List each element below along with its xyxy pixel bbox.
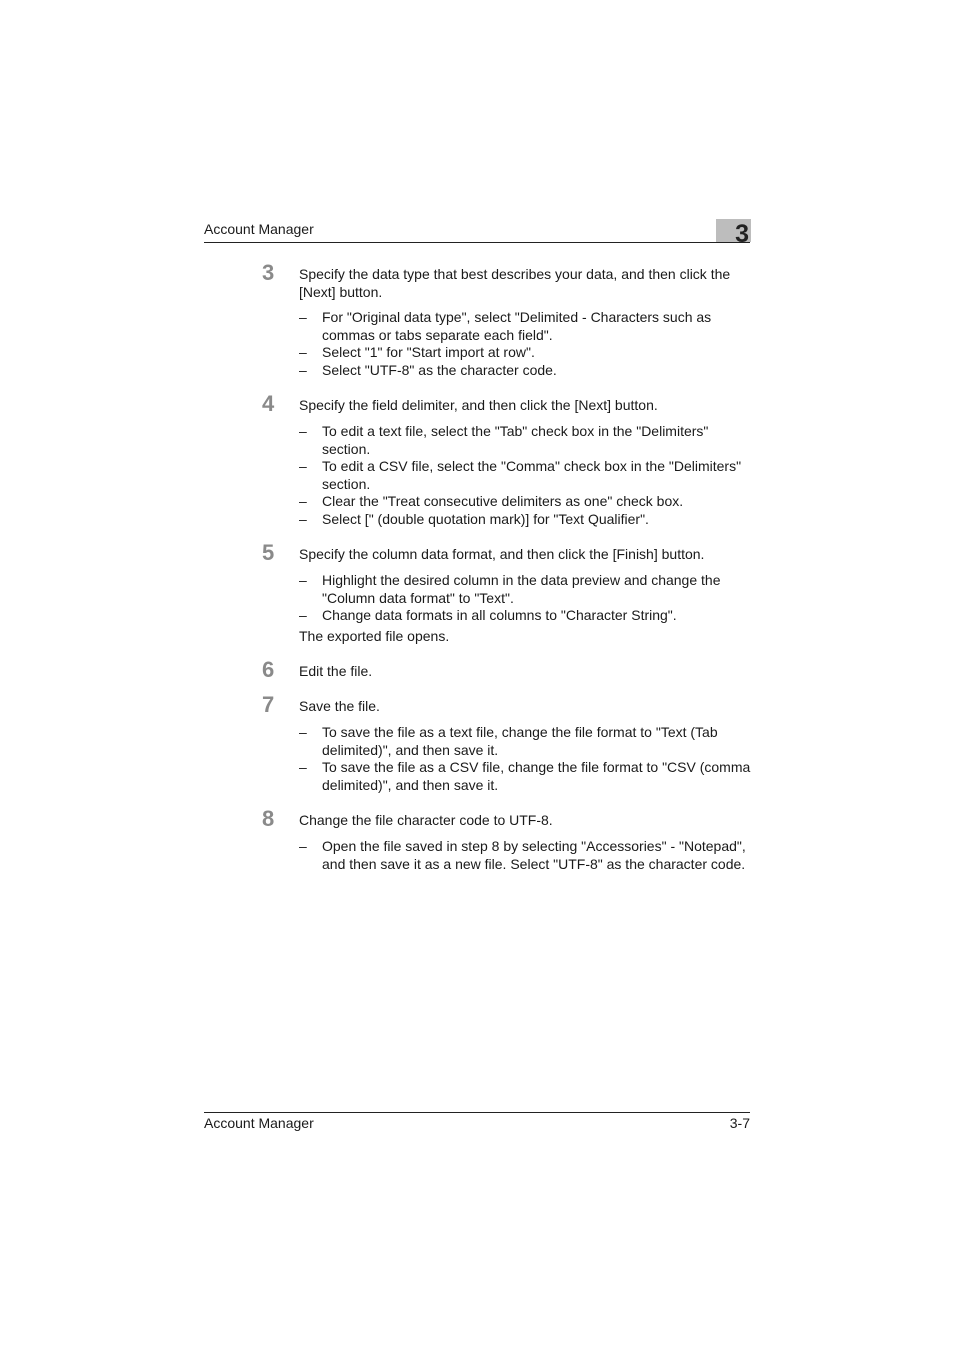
step-bullet-list [299, 309, 751, 379]
bullet-item [299, 724, 751, 759]
step-instruction: Specify the data type that best describes your data, and then click the [Next] button. [299, 266, 731, 300]
bullet-text: To edit a CSV file, select the "Comma" check box in the "Delimiters" section. [322, 458, 742, 492]
bullet-text: Open the file saved in step 8 by selecting "Accessories" - "Notepad", and then save it as a new file. Select "UTF-8" as the character code. [322, 838, 746, 872]
bullet-item [299, 607, 751, 625]
header-rule [204, 242, 750, 243]
bullet-text: Select "1" for "Start import at row". [322, 344, 535, 361]
bullet-item [299, 423, 751, 458]
dash-marker: – [299, 344, 307, 361]
chapter-number-tab: 3 [716, 219, 751, 242]
dash-marker: – [299, 423, 307, 439]
bullet-item [299, 344, 751, 362]
step-instruction: Edit the file. [299, 663, 373, 679]
step-bullet-list [299, 838, 751, 873]
step-result-note: The exported file opens. [299, 628, 450, 644]
bullet-item [299, 838, 751, 873]
step-number: 3 [262, 260, 275, 285]
step-instruction: Change the file character code to UTF-8. [299, 812, 553, 828]
step-number: 7 [262, 692, 275, 717]
bullet-text: Select "UTF-8" as the character code. [322, 361, 557, 378]
step-instruction: Specify the column data format, and then click the [Finish] button. [299, 546, 705, 562]
step-bullet-list [299, 423, 751, 529]
bullet-text: To edit a text file, select the "Tab" check box in the "Delimiters" section. [322, 423, 709, 457]
bullet-text: To save the file as a CSV file, change the file format to "CSV (comma delimited)", and then save it. [322, 759, 751, 793]
dash-marker: – [299, 759, 307, 776]
bullet-text: Highlight the desired column in the data preview and change the "Column data format" to "Text". [322, 572, 721, 606]
dash-marker: – [299, 309, 307, 325]
bullet-item [299, 309, 751, 344]
bullet-text: To save the file as a text file, change the file format to "Text (Tab delimited)", and then save it. [322, 724, 718, 758]
dash-marker: – [299, 510, 307, 527]
dash-marker: – [299, 607, 307, 624]
step-number: 5 [262, 540, 275, 565]
bullet-item [299, 493, 751, 511]
step-instruction: Save the file. [299, 698, 380, 714]
dash-marker: – [299, 838, 307, 854]
bullet-text: Clear the "Treat consecutive delimiters as one" check box. [322, 493, 684, 510]
step-number: 6 [262, 657, 275, 682]
bullet-item [299, 362, 751, 380]
dash-marker: – [299, 572, 307, 588]
dash-marker: – [299, 724, 307, 740]
dash-marker: – [299, 458, 307, 475]
bullet-item [299, 458, 751, 493]
step-bullet-list [299, 724, 751, 794]
step-instruction: Specify the field delimiter, and then click the [Next] button. [299, 397, 658, 413]
bullet-item [299, 511, 751, 529]
bullet-item [299, 572, 751, 607]
dash-marker: – [299, 361, 307, 378]
dash-marker: – [299, 493, 307, 510]
step-number: 4 [262, 391, 275, 416]
step-bullet-list [299, 572, 751, 625]
bullet-text: For "Original data type", select "Delimited - Characters such as commas or tabs separate each field". [322, 309, 712, 343]
running-header-title: Account Manager [204, 221, 314, 237]
bullet-item [299, 759, 751, 794]
bullet-text: Change data formats in all columns to "Character String". [322, 607, 677, 624]
running-footer-title: Account Manager [204, 1115, 314, 1131]
footer-rule [204, 1112, 750, 1113]
step-number: 8 [262, 806, 275, 831]
bullet-text: Select [" (double quotation mark)] for "Text Qualifier". [322, 510, 649, 527]
page-number: 3-7 [729, 1115, 750, 1131]
